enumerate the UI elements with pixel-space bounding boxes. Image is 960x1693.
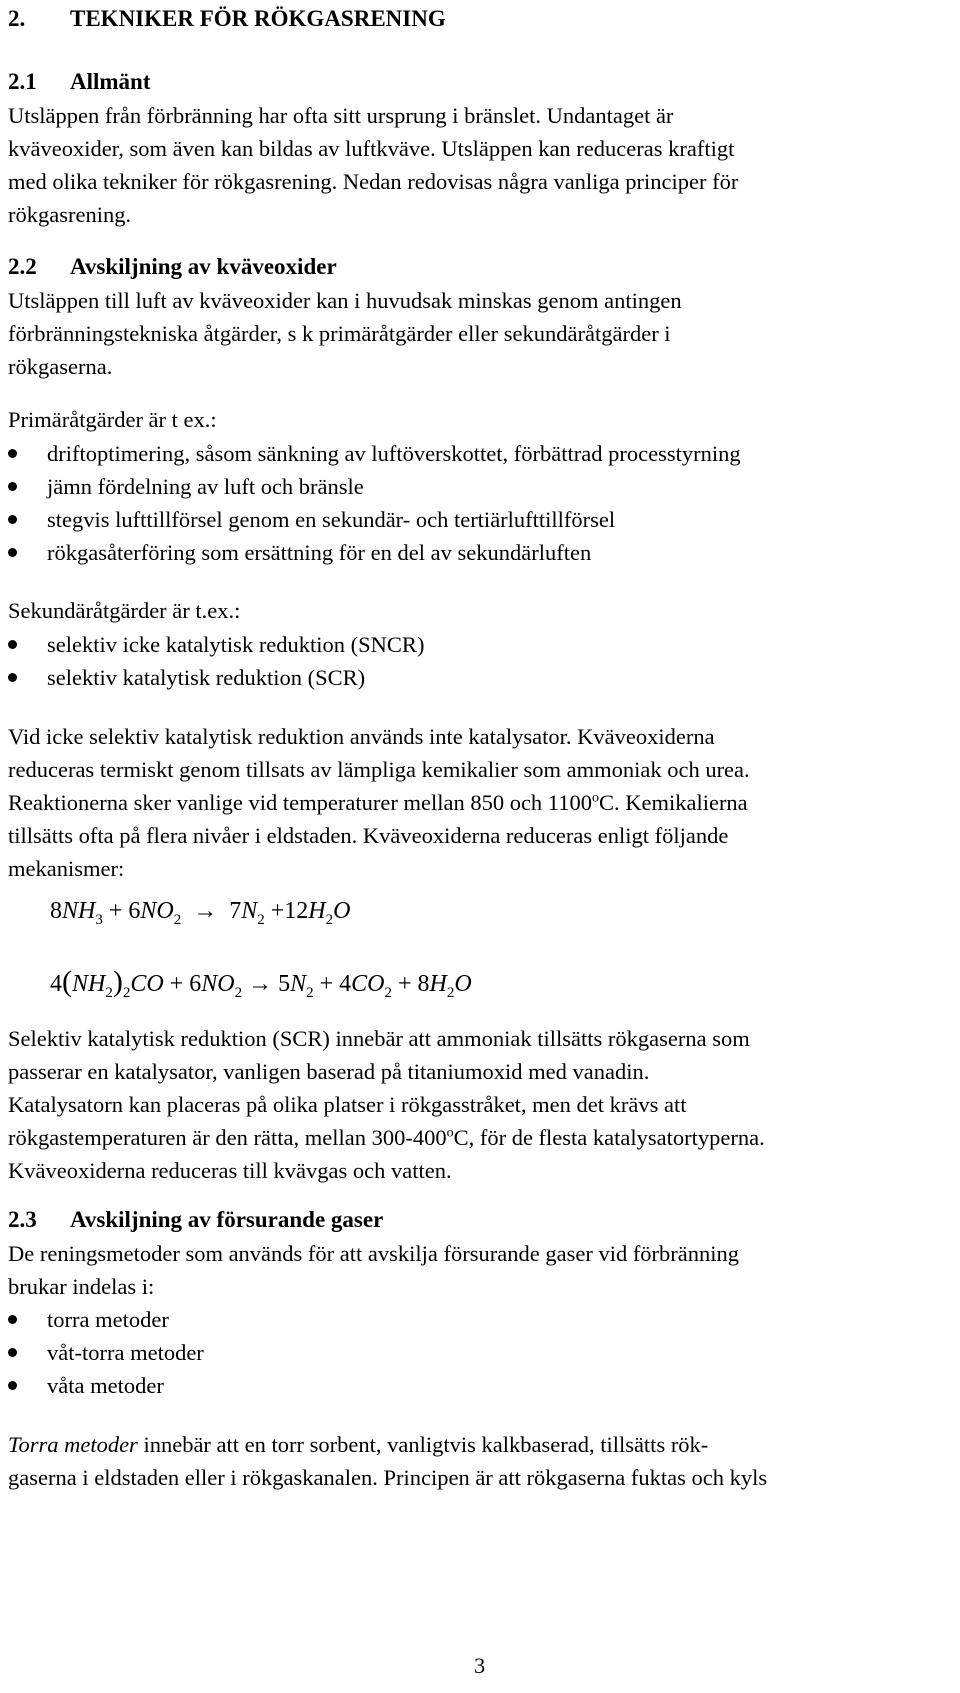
text-line: passerar en katalysator, vanligen baserad på titaniumoxid med vanadin. — [8, 1059, 650, 1084]
bullet-icon — [8, 482, 17, 491]
list-item-text: stegvis lufttillförsel genom en sekundär- och tertiärlufttillförsel — [47, 507, 616, 532]
reaction-arrow-icon: → — [248, 971, 273, 997]
primary-measures-heading: Primäråtgärder är t ex.: — [8, 407, 217, 432]
text-line: Utsläppen från förbränning har ofta sitt ursprung i bränslet. Undantaget är — [8, 103, 674, 128]
text-line: rökgasrening. — [8, 202, 132, 227]
list-item-text: selektiv icke katalytisk reduktion (SNCR) — [47, 632, 425, 657]
paragraph-scr — [8, 1022, 765, 1187]
text-line: kväveoxider, som även kan bildas av luftkväve. Utsläppen kan reduceras kraftigt — [8, 136, 735, 161]
list-item-text: våta metoder — [47, 1373, 164, 1398]
text-line: Vid icke selektiv katalytisk reduktion används inte katalysator. Kväveoxiderna — [8, 724, 715, 749]
equation-2: $4(NH_2)_2CO + 6NO_2 \to 5N_2 + 4CO_2 + 8H_2O$ — [50, 965, 472, 1001]
paragraph-sncr — [8, 720, 750, 885]
text-fragment: Reaktionerna sker vanlige vid temperaturer mellan 850 och 1100 — [8, 790, 592, 815]
paragraph-kvaveoxider-intro — [8, 284, 682, 383]
superscript: o — [591, 790, 599, 806]
section-title: Avskiljning av försurande gaser — [70, 1207, 384, 1232]
list-item-text: selektiv katalytisk reduktion (SCR) — [47, 665, 366, 690]
section-title: Avskiljning av kväveoxider — [70, 254, 337, 279]
text-line — [8, 1121, 765, 1154]
list-item-text: våt-torra metoder — [47, 1340, 204, 1365]
text-line: reduceras termiskt genom tillsats av lämpliga kemikalier som ammoniak och urea. — [8, 757, 750, 782]
text-line — [8, 1428, 767, 1461]
subsection-heading-2-2 — [8, 250, 337, 283]
bullet-icon — [8, 548, 17, 557]
section-number: 2.2 — [8, 254, 37, 279]
reaction-arrow-icon: → — [193, 898, 218, 924]
text-line: rökgaserna. — [8, 354, 113, 379]
text-line: Utsläppen till luft av kväveoxider kan i huvudsak minskas genom antingen — [8, 288, 682, 313]
list-item-text: torra metoder — [47, 1307, 169, 1332]
subsection-heading-2-1 — [8, 65, 151, 98]
section-heading-2 — [8, 2, 446, 35]
bullet-icon — [8, 515, 17, 524]
paragraph-forsurande-intro — [8, 1237, 739, 1303]
text-line: Katalysatorn kan placeras på olika platser i rökgasstråket, men det krävs att — [8, 1092, 687, 1117]
text-fragment: rökgastemperaturen är den rätta, mellan 300-400 — [8, 1125, 447, 1150]
bullet-icon — [8, 640, 17, 649]
text-fragment: C. Kemikalierna — [598, 790, 748, 815]
text-line: tillsätts ofta på flera nivåer i eldstaden. Kväveoxiderna reduceras enligt följande — [8, 823, 729, 848]
page-number: 3 — [474, 1653, 486, 1678]
text-line: gaserna i eldstaden eller i rökgaskanalen. Principen är att rökgaserna fuktas och kyls — [8, 1465, 768, 1490]
bullet-icon — [8, 1381, 17, 1390]
text-line: brukar indelas i: — [8, 1274, 155, 1299]
bullet-icon — [8, 673, 17, 682]
section-title: TEKNIKER FÖR RÖKGASRENING — [70, 6, 446, 31]
list-item-text: driftoptimering, såsom sänkning av luftöverskottet, förbättrad processtyrning — [47, 441, 741, 466]
section-title: Allmänt — [70, 69, 151, 94]
section-number: 2.3 — [8, 1207, 37, 1232]
section-number: 2.1 — [8, 69, 37, 94]
paragraph-torra-metoder — [8, 1428, 767, 1494]
text-line: Kväveoxiderna reduceras till kvävgas och vatten. — [8, 1158, 452, 1183]
list-item-text: rökgasåterföring som ersättning för en del av sekundärluften — [47, 540, 592, 565]
italic-term: Torra metoder — [8, 1432, 138, 1457]
subsection-heading-2-3 — [8, 1203, 383, 1236]
secondary-measures-heading: Sekundäråtgärder är t.ex.: — [8, 598, 241, 623]
text-line: mekanismer: — [8, 856, 125, 881]
superscript: o — [446, 1125, 454, 1141]
paragraph-allmant — [8, 99, 738, 231]
equation-1: $8NH_3 + 6NO_2 \to 7N_2 +12H_2O$ — [50, 898, 351, 928]
text-line: med olika tekniker för rökgasrening. Nedan redovisas några vanliga principer för — [8, 169, 739, 194]
text-line — [8, 786, 750, 819]
section-number: 2. — [8, 6, 26, 31]
bullet-icon — [8, 1348, 17, 1357]
list-item-text: jämn fördelning av luft och bränsle — [47, 474, 364, 499]
text-line: De reningsmetoder som används för att avskilja försurande gaser vid förbränning — [8, 1241, 740, 1266]
bullet-icon — [8, 1315, 17, 1324]
text-fragment: C, för de flesta katalysatortyperna. — [453, 1125, 765, 1150]
text-fragment: innebär att en torr sorbent, vanligtvis kalkbaserad, tillsätts rök- — [137, 1432, 709, 1457]
text-line: Selektiv katalytisk reduktion (SCR) innebär att ammoniak tillsätts rökgaserna som — [8, 1026, 750, 1051]
text-line: förbränningstekniska åtgärder, s k primäråtgärder eller sekundäråtgärder i — [8, 321, 671, 346]
bullet-icon — [8, 449, 17, 458]
